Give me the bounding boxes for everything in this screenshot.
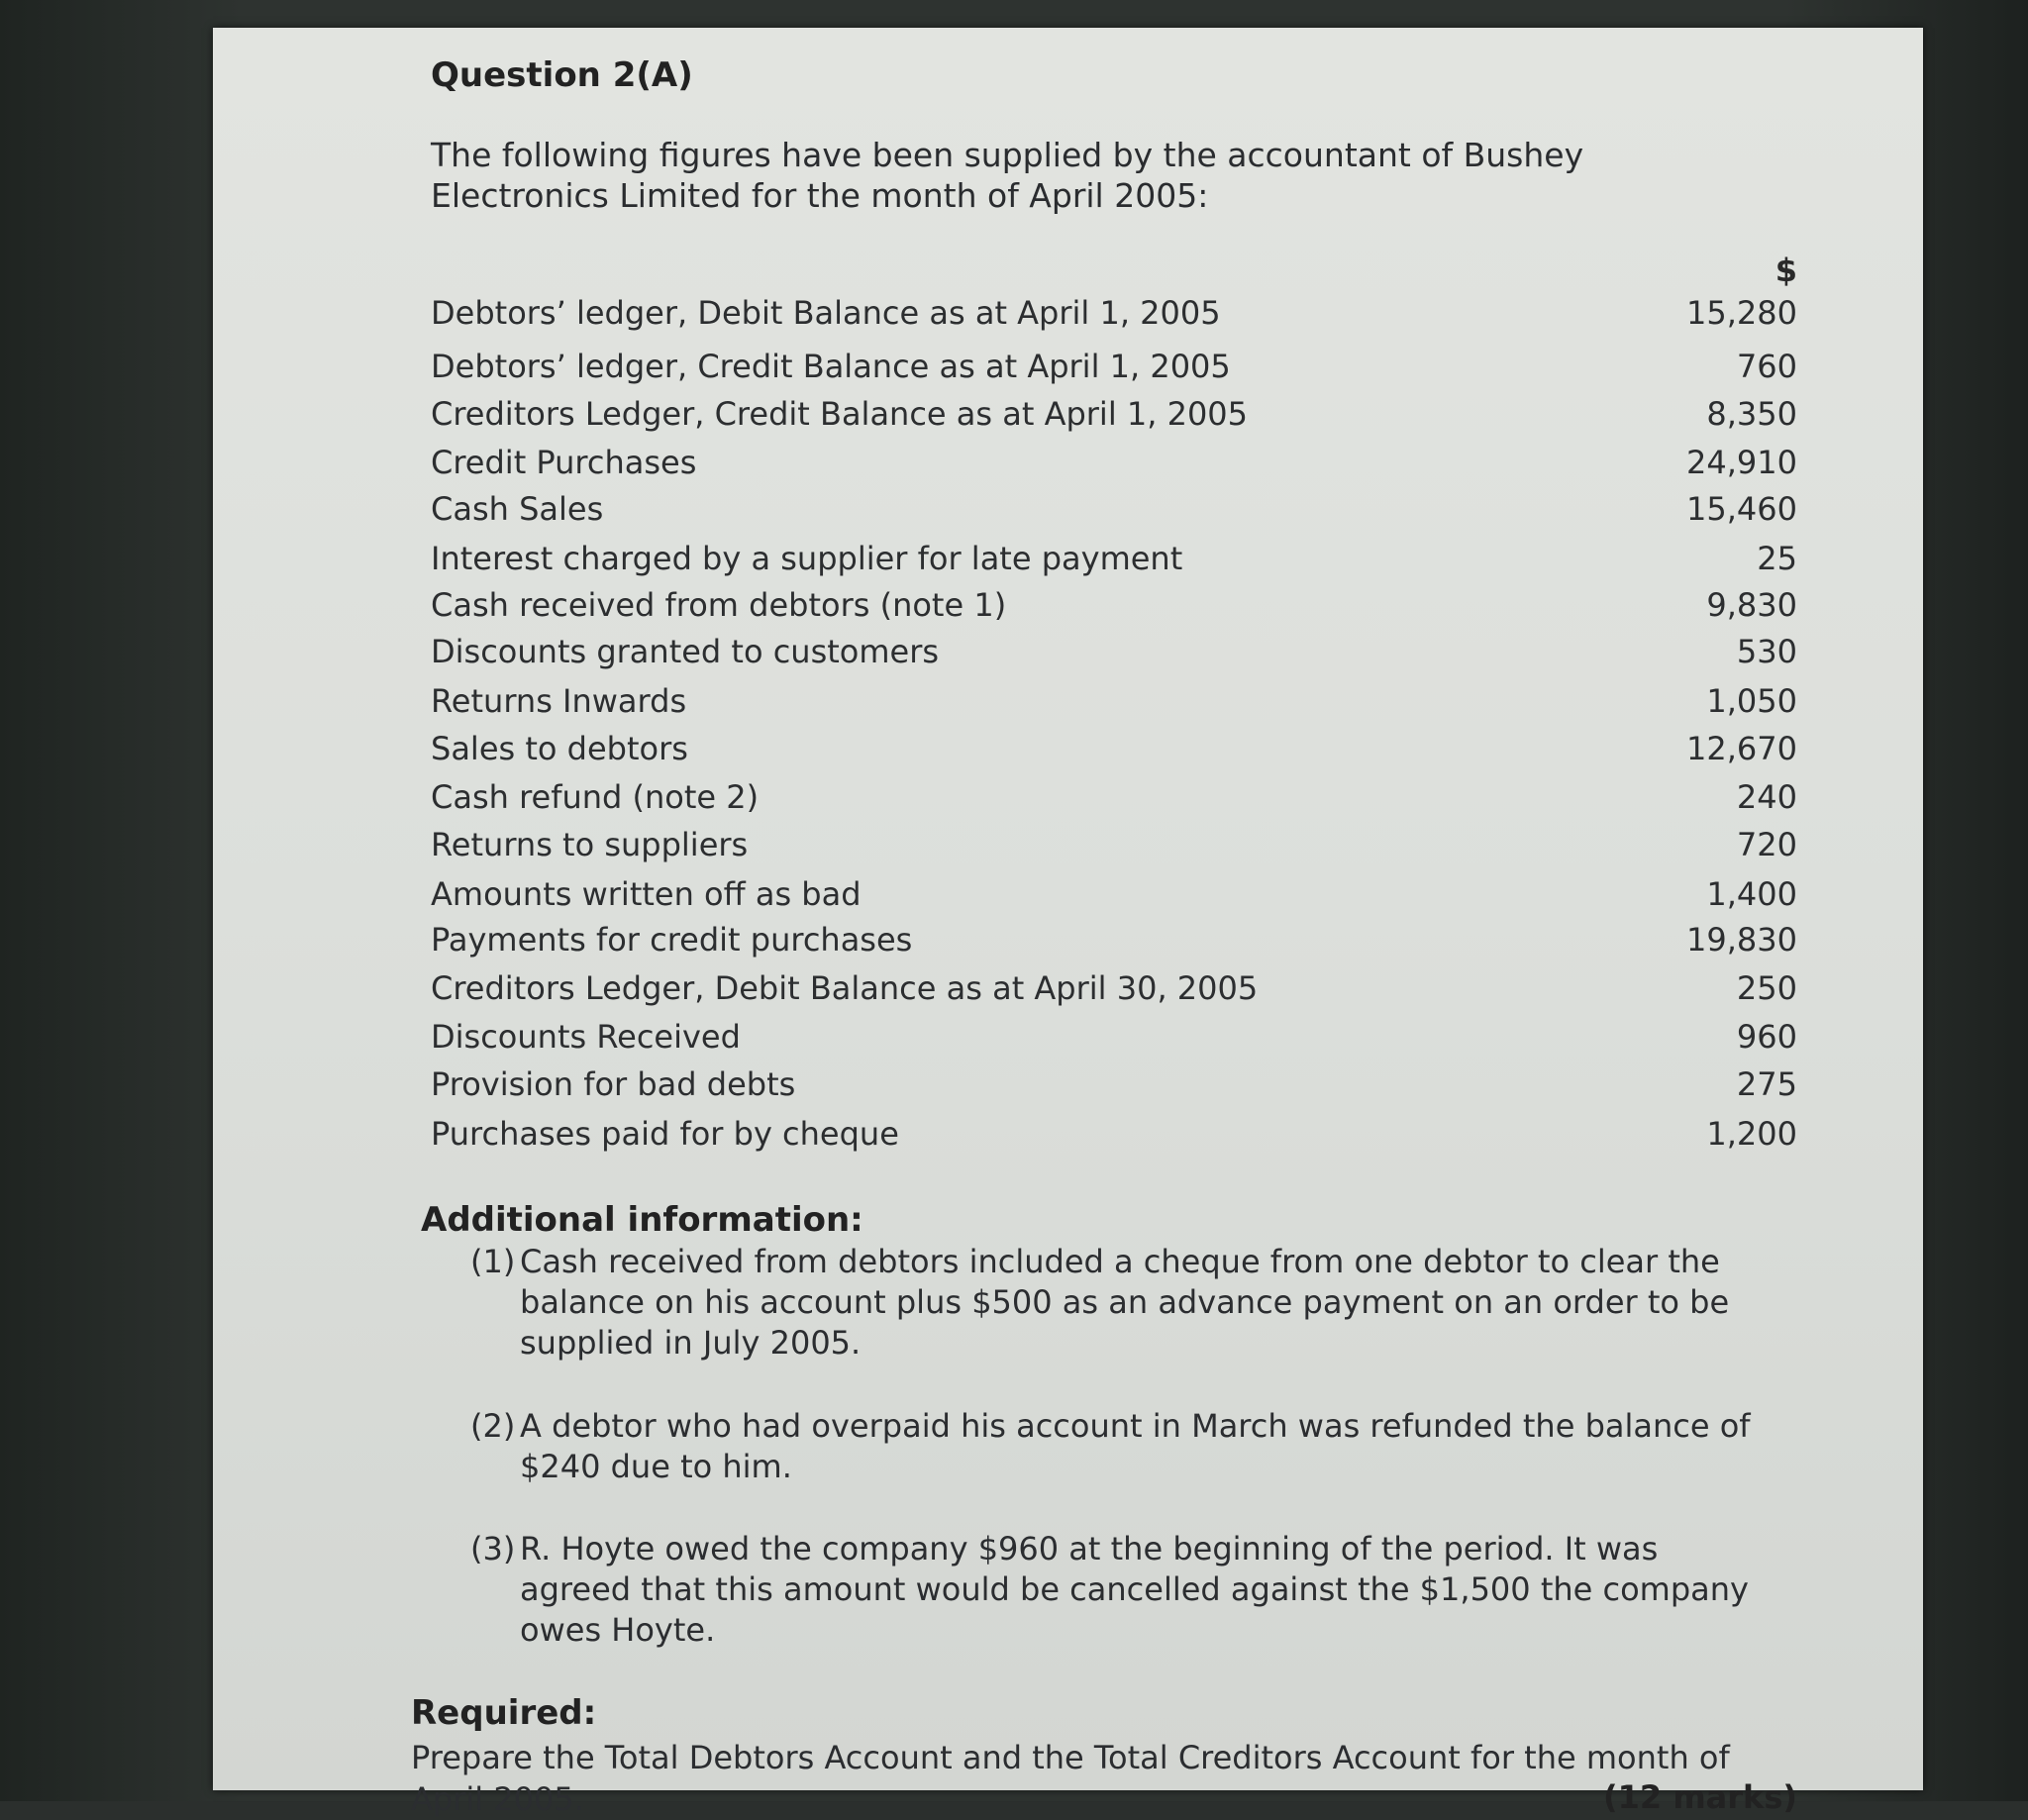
figure-amount: 15,280 xyxy=(1686,294,1797,332)
marks-label: (12 marks) xyxy=(1603,1778,1797,1816)
figure-amount: 15,460 xyxy=(1686,490,1797,528)
figure-amount: 24,910 xyxy=(1686,444,1797,481)
figure-row xyxy=(213,345,1923,388)
figure-label: Provision for bad debts xyxy=(431,1065,796,1103)
currency-header: $ xyxy=(1774,252,1797,289)
figure-amount: 1,050 xyxy=(1706,682,1797,720)
figure-amount: 12,670 xyxy=(1686,730,1797,767)
figure-amount: 1,400 xyxy=(1706,875,1797,913)
intro-paragraph: The following figures have been supplied by the accountant of Bushey Electronics Limited for the month of April 2005: xyxy=(431,136,1584,215)
figure-row xyxy=(213,487,1923,531)
figure-label: Returns Inwards xyxy=(431,682,687,720)
figure-row xyxy=(213,1062,1923,1106)
note-number: (2) xyxy=(470,1407,516,1445)
figure-label: Cash refund (note 2) xyxy=(431,778,760,816)
figure-label: Payments for credit purchases xyxy=(431,921,913,959)
additional-info-heading: Additional information: xyxy=(421,1200,863,1240)
figure-label: Amounts written off as bad xyxy=(431,875,862,913)
figure-amount: 8,350 xyxy=(1706,395,1797,433)
figure-label: Discounts granted to customers xyxy=(431,633,940,670)
figure-row xyxy=(213,583,1923,627)
figure-row xyxy=(213,727,1923,770)
figure-row xyxy=(213,630,1923,673)
figure-row xyxy=(213,392,1923,436)
note-text: Cash received from debtors included a cheque from one debtor to clear the balance on his account plus $500 as an advance payment on an order to be supplied in July 2005. xyxy=(520,1243,1730,1362)
figure-amount: 9,830 xyxy=(1706,586,1797,624)
figure-row xyxy=(213,1112,1923,1156)
figure-label: Returns to suppliers xyxy=(431,826,749,863)
note-text: A debtor who had overpaid his account in March was refunded the balance of $240 due to him. xyxy=(520,1407,1751,1485)
figure-row xyxy=(213,1015,1923,1059)
figure-row xyxy=(213,823,1923,866)
figure-amount: 25 xyxy=(1757,540,1797,577)
figure-amount: 240 xyxy=(1736,778,1797,816)
note-text: R. Hoyte owed the company $960 at the beginning of the period. It was agreed that this amount would be cancelled against the $1,500 the company owes Hoyte. xyxy=(520,1530,1749,1649)
figure-label: Debtors’ ledger, Credit Balance as at April 1, 2005 xyxy=(431,348,1231,385)
note-item xyxy=(470,1529,1758,1651)
figure-row xyxy=(213,291,1923,335)
figure-label: Discounts Received xyxy=(431,1018,741,1056)
figure-label: Creditors Ledger, Debit Balance as at April 30, 2005 xyxy=(431,969,1259,1007)
note-number: (1) xyxy=(470,1243,516,1280)
figure-amount: 530 xyxy=(1736,633,1797,670)
figure-row xyxy=(213,679,1923,723)
question-title: Question 2(A) xyxy=(431,55,693,95)
figure-amount: 275 xyxy=(1736,1065,1797,1103)
note-item xyxy=(470,1242,1758,1364)
figure-label: Cash received from debtors (note 1) xyxy=(431,586,1007,624)
figure-row xyxy=(213,537,1923,580)
figure-label: Creditors Ledger, Credit Balance as at April 1, 2005 xyxy=(431,395,1249,433)
figure-amount: 250 xyxy=(1736,969,1797,1007)
figure-amount: 19,830 xyxy=(1686,921,1797,959)
figure-label: Sales to debtors xyxy=(431,730,688,767)
figure-amount: 720 xyxy=(1736,826,1797,863)
note-item xyxy=(470,1406,1758,1487)
figure-label: Purchases paid for by cheque xyxy=(431,1115,899,1153)
figure-amount: 960 xyxy=(1736,1018,1797,1056)
figure-label: Credit Purchases xyxy=(431,444,697,481)
figure-row xyxy=(213,918,1923,961)
required-heading: Required: xyxy=(411,1693,597,1733)
figure-label: Interest charged by a supplier for late payment xyxy=(431,540,1183,577)
document-page xyxy=(213,28,1923,1818)
figure-label: Cash Sales xyxy=(431,490,604,528)
figure-amount: 1,200 xyxy=(1706,1115,1797,1153)
figure-amount: 760 xyxy=(1736,348,1797,385)
required-text: Prepare the Total Debtors Account and the Total Creditors Account for the month of April 2005. xyxy=(411,1739,1730,1818)
note-number: (3) xyxy=(470,1530,516,1567)
figure-row xyxy=(213,441,1923,484)
figure-row xyxy=(213,775,1923,819)
figure-row xyxy=(213,966,1923,1010)
figure-label: Debtors’ ledger, Debit Balance as at April 1, 2005 xyxy=(431,294,1221,332)
figure-row xyxy=(213,872,1923,916)
document-content xyxy=(213,28,1923,1818)
